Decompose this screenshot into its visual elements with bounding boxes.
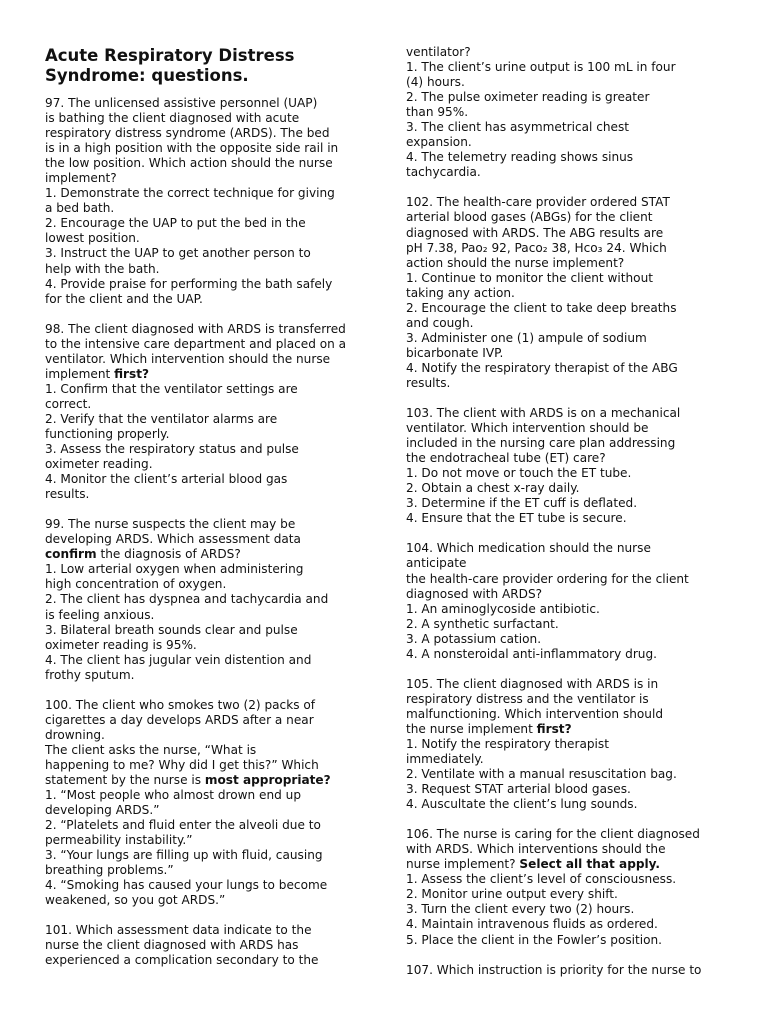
text-segment: 3. Assess the respiratory status and pulse	[45, 442, 299, 457]
text-segment: 2. Ventilate with a manual resuscitation bag.	[406, 767, 677, 782]
question-line	[45, 773, 365, 788]
text-segment: 107. Which instruction is priority for the nurse to	[406, 962, 702, 977]
question-line	[406, 692, 726, 707]
text-segment: 1. An aminoglycoside antibiotic.	[406, 601, 600, 616]
question-block	[406, 541, 726, 661]
question-block	[406, 406, 726, 526]
text-segment: 106. The nurse is caring for the client diagnosed	[406, 827, 700, 842]
right-column	[406, 0, 726, 993]
text-segment: 101. Which assessment data indicate to the	[45, 923, 312, 938]
question-line	[45, 953, 365, 968]
question-line	[406, 150, 726, 165]
question-line	[45, 231, 365, 246]
question-block	[45, 96, 365, 307]
question-line	[45, 923, 365, 938]
question-line	[406, 797, 726, 812]
emphasis-text: first?	[536, 721, 572, 736]
text-segment: respiratory distress and the ventilator is	[406, 691, 649, 706]
question-line	[406, 481, 726, 496]
question-line	[45, 848, 365, 863]
text-segment: 4. Ensure that the ET tube is secure.	[406, 511, 627, 526]
text-segment: included in the nursing care plan addressing	[406, 436, 676, 451]
question-block	[406, 45, 726, 180]
question-line	[45, 863, 365, 878]
text-segment: malfunctioning. Which intervention should	[406, 706, 664, 721]
question-line	[406, 135, 726, 150]
question-line	[406, 105, 726, 120]
text-segment: 1. “Most people who almost drown end up	[45, 788, 301, 803]
text-segment: taking any action.	[406, 285, 515, 300]
question-line	[406, 647, 726, 662]
text-segment: 2. Obtain a chest x-ray daily.	[406, 481, 580, 496]
question-line	[45, 201, 365, 216]
text-segment: 3. “Your lungs are filling up with fluid, causing	[45, 848, 323, 863]
title-line: Acute Respiratory Distress	[45, 46, 295, 65]
question-line	[45, 638, 365, 653]
text-segment: 104. Which medication should the nurse	[406, 541, 651, 556]
question-line	[406, 752, 726, 767]
text-segment: 1. Confirm that the ventilator settings are	[45, 381, 298, 396]
text-segment: 98. The client diagnosed with ARDS is transferred	[45, 321, 346, 336]
text-segment: 2. “Platelets and fluid enter the alveoli due to	[45, 818, 321, 833]
emphasis-text: most appropriate?	[204, 772, 331, 787]
text-segment: the nurse implement	[406, 721, 537, 736]
question-block	[406, 827, 726, 947]
text-segment: 2. Verify that the ventilator alarms are	[45, 411, 278, 426]
question-line	[406, 256, 726, 271]
question-line	[45, 457, 365, 472]
question-line	[406, 827, 726, 842]
text-segment: 3. The client has asymmetrical chest	[406, 120, 630, 135]
question-line	[406, 587, 726, 602]
text-segment: results.	[406, 375, 451, 390]
question-line	[45, 547, 365, 562]
question-line	[45, 592, 365, 607]
text-segment: functioning properly.	[45, 426, 170, 441]
text-segment: 4. Notify the respiratory therapist of the ABG	[406, 360, 678, 375]
question-line	[45, 382, 365, 397]
text-segment: 3. Bilateral breath sounds clear and pulse	[45, 622, 298, 637]
text-segment: 4. Maintain intravenous fluids as ordered.	[406, 917, 658, 932]
text-segment: results.	[45, 487, 90, 502]
question-line	[406, 466, 726, 481]
question-line	[406, 331, 726, 346]
question-line	[406, 707, 726, 722]
text-segment: 4. The telemetry reading shows sinus	[406, 150, 634, 165]
text-segment: 4. Monitor the client’s arterial blood gas	[45, 472, 288, 487]
text-segment: cigarettes a day develops ARDS after a near	[45, 712, 314, 727]
question-line	[45, 938, 365, 953]
text-segment: 1. Assess the client’s level of consciousness.	[406, 872, 677, 887]
text-segment: immediately.	[406, 752, 484, 767]
question-line	[406, 421, 726, 436]
text-segment: 5. Place the client in the Fowler’s position.	[406, 932, 663, 947]
text-segment: breathing problems.”	[45, 863, 174, 878]
question-line	[406, 722, 726, 737]
text-segment: 103. The client with ARDS is on a mechanical	[406, 406, 681, 421]
text-segment: arterial blood gases (ABGs) for the client	[406, 210, 653, 225]
text-segment: 1. Continue to monitor the client without	[406, 270, 653, 285]
text-segment: 1. Do not move or touch the ET tube.	[406, 466, 632, 481]
text-segment: weakened, so you got ARDS.”	[45, 893, 226, 908]
text-segment: diagnosed with ARDS?	[406, 586, 543, 601]
question-line	[45, 352, 365, 367]
question-line	[406, 617, 726, 632]
question-line	[406, 933, 726, 948]
question-line	[45, 292, 365, 307]
text-segment: 1. The client’s urine output is 100 mL in four	[406, 60, 676, 75]
question-line	[406, 963, 726, 978]
text-segment: 2. The pulse oximeter reading is greater	[406, 90, 650, 105]
question-line	[45, 577, 365, 592]
question-line	[45, 397, 365, 412]
question-line	[45, 562, 365, 577]
text-segment: 2. The client has dyspnea and tachycardia and	[45, 592, 329, 607]
question-block	[45, 322, 365, 503]
question-line	[406, 165, 726, 180]
question-block	[406, 963, 726, 978]
text-segment: 1. Low arterial oxygen when administering	[45, 562, 304, 577]
text-segment: 102. The health-care provider ordered STAT	[406, 195, 670, 210]
text-segment: correct.	[45, 396, 92, 411]
question-line	[45, 472, 365, 487]
question-block	[406, 195, 726, 391]
question-line	[406, 406, 726, 421]
text-segment: drowning.	[45, 727, 105, 742]
text-segment: 3. Request STAT arterial blood gases.	[406, 782, 631, 797]
text-segment: 2. Encourage the client to take deep breaths	[406, 300, 677, 315]
question-line	[45, 893, 365, 908]
question-line	[45, 337, 365, 352]
question-line	[45, 322, 365, 337]
left-column	[45, 0, 365, 984]
question-line	[406, 902, 726, 917]
question-line	[406, 286, 726, 301]
text-segment: action should the nurse implement?	[406, 255, 625, 270]
text-segment: ventilator. Which intervention should be	[406, 421, 649, 436]
question-line	[45, 818, 365, 833]
text-segment: for the client and the UAP.	[45, 291, 203, 306]
text-segment: 4. The client has jugular vein distention and	[45, 652, 312, 667]
text-segment: 105. The client diagnosed with ARDS is in	[406, 676, 659, 691]
text-segment: implement?	[45, 171, 117, 186]
text-segment: expansion.	[406, 135, 472, 150]
question-line	[406, 496, 726, 511]
question-line	[406, 60, 726, 75]
question-line	[45, 262, 365, 277]
text-segment: bicarbonate IVP.	[406, 345, 504, 360]
right-question-list	[406, 45, 726, 978]
text-segment: 97. The unlicensed assistive personnel (UAP)	[45, 96, 318, 110]
title-line: Syndrome: questions.	[45, 66, 249, 85]
text-segment: the endotracheal tube (ET) care?	[406, 451, 606, 466]
text-segment: lowest position.	[45, 231, 140, 246]
text-segment: developing ARDS. Which assessment data	[45, 532, 301, 547]
text-segment: statement by the nurse is	[45, 772, 205, 787]
text-segment: 3. A potassium cation.	[406, 631, 542, 646]
text-segment: developing ARDS.”	[45, 803, 160, 818]
question-line	[406, 451, 726, 466]
question-line	[406, 271, 726, 286]
question-line	[406, 361, 726, 376]
text-segment: 1. Demonstrate the correct technique for giving	[45, 186, 335, 201]
question-line	[45, 713, 365, 728]
question-line	[45, 487, 365, 502]
question-line	[406, 316, 726, 331]
text-segment: the diagnosis of ARDS?	[96, 547, 241, 562]
text-segment: 3. Instruct the UAP to get another person to	[45, 246, 311, 261]
question-line	[45, 728, 365, 743]
text-segment: 4. Auscultate the client’s lung sounds.	[406, 797, 638, 812]
page-title	[45, 46, 365, 86]
text-segment: 3. Determine if the ET cuff is deflated.	[406, 496, 638, 511]
text-segment: diagnosed with ARDS. The ABG results are	[406, 225, 664, 240]
question-line	[45, 111, 365, 126]
text-segment: 4. “Smoking has caused your lungs to become	[45, 878, 328, 893]
question-line	[406, 120, 726, 135]
question-line	[45, 171, 365, 186]
question-block	[45, 698, 365, 909]
question-line	[45, 668, 365, 683]
question-line	[45, 412, 365, 427]
question-line	[45, 141, 365, 156]
text-segment: 2. Monitor urine output every shift.	[406, 887, 618, 902]
question-line	[406, 346, 726, 361]
text-segment: a bed bath.	[45, 201, 115, 216]
text-segment: oximeter reading.	[45, 457, 153, 472]
text-segment: 4. A nonsteroidal anti-inflammatory drug.	[406, 646, 657, 661]
text-segment: respiratory distress syndrome (ARDS). The bed	[45, 126, 330, 141]
question-line	[45, 653, 365, 668]
question-line	[406, 301, 726, 316]
question-block	[406, 677, 726, 812]
question-line	[406, 917, 726, 932]
question-line	[406, 541, 726, 556]
question-line	[406, 572, 726, 587]
question-line	[45, 698, 365, 713]
question-line	[406, 511, 726, 526]
text-segment: ventilator?	[406, 45, 471, 59]
text-segment: to the intensive care department and placed on a	[45, 336, 347, 351]
question-line	[45, 96, 365, 111]
question-line	[45, 803, 365, 818]
question-line	[406, 90, 726, 105]
question-line	[45, 788, 365, 803]
text-segment: anticipate	[406, 556, 467, 571]
text-segment: high concentration of oxygen.	[45, 577, 227, 592]
text-segment: 3. Administer one (1) ampule of sodium	[406, 330, 647, 345]
question-line	[406, 737, 726, 752]
question-line	[45, 833, 365, 848]
question-line	[406, 226, 726, 241]
text-segment: 3. Turn the client every two (2) hours.	[406, 902, 635, 917]
text-segment: The client asks the nurse, “What is	[45, 742, 257, 757]
question-line	[406, 436, 726, 451]
emphasis-text: confirm	[45, 547, 97, 562]
question-block	[45, 923, 365, 968]
question-line	[45, 427, 365, 442]
question-line	[45, 517, 365, 532]
question-line	[406, 887, 726, 902]
question-line	[45, 186, 365, 201]
text-segment: nurse the client diagnosed with ARDS has	[45, 938, 299, 953]
text-segment: ventilator. Which intervention should the nurse	[45, 351, 331, 366]
text-segment: 2. A synthetic surfactant.	[406, 616, 559, 631]
text-segment: 4. Provide praise for performing the bath safely	[45, 276, 333, 291]
question-line	[406, 842, 726, 857]
text-segment: is bathing the client diagnosed with acute	[45, 111, 300, 126]
question-line	[406, 45, 726, 60]
text-segment: the low position. Which action should the nurse	[45, 156, 333, 171]
text-segment: with ARDS. Which interventions should the	[406, 842, 666, 857]
question-line	[45, 878, 365, 893]
question-line	[406, 632, 726, 647]
text-segment: pH 7.38, Pao₂ 92, Paco₂ 38, Hco₃ 24. Which	[406, 240, 667, 255]
text-segment: frothy sputum.	[45, 667, 135, 682]
text-segment: is in a high position with the opposite side rail in	[45, 141, 339, 156]
text-segment: tachycardia.	[406, 165, 481, 180]
question-line	[406, 75, 726, 90]
question-line	[45, 277, 365, 292]
question-line	[406, 857, 726, 872]
text-segment: help with the bath.	[45, 261, 160, 276]
emphasis-text: first?	[114, 366, 150, 381]
question-line	[406, 677, 726, 692]
question-line	[45, 608, 365, 623]
question-line	[406, 556, 726, 571]
text-segment: experienced a complication secondary to the	[45, 953, 319, 968]
emphasis-text: Select all that apply.	[519, 857, 661, 872]
question-line	[45, 532, 365, 547]
text-segment: oximeter reading is 95%.	[45, 637, 197, 652]
text-segment: the health-care provider ordering for the client	[406, 571, 689, 586]
question-line	[406, 195, 726, 210]
question-line	[45, 126, 365, 141]
question-line	[45, 246, 365, 261]
question-block	[45, 517, 365, 683]
question-line	[406, 210, 726, 225]
question-line	[45, 623, 365, 638]
question-line	[406, 872, 726, 887]
text-segment: permeability instability.”	[45, 833, 193, 848]
question-line	[406, 376, 726, 391]
text-segment: and cough.	[406, 315, 474, 330]
left-question-list	[45, 96, 365, 969]
text-segment: 100. The client who smokes two (2) packs of	[45, 697, 316, 712]
question-line	[45, 156, 365, 171]
question-line	[406, 241, 726, 256]
question-line	[45, 367, 365, 382]
question-line	[45, 758, 365, 773]
text-segment: 99. The nurse suspects the client may be	[45, 517, 296, 532]
text-segment: is feeling anxious.	[45, 607, 155, 622]
text-segment: than 95%.	[406, 105, 469, 120]
text-segment: (4) hours.	[406, 75, 465, 90]
question-line	[45, 442, 365, 457]
question-line	[406, 782, 726, 797]
text-segment: 1. Notify the respiratory therapist	[406, 736, 609, 751]
question-line	[45, 216, 365, 231]
text-segment: happening to me? Why did I get this?” Which	[45, 757, 319, 772]
text-segment: implement	[45, 366, 115, 381]
question-line	[406, 767, 726, 782]
question-line	[406, 602, 726, 617]
question-line	[45, 743, 365, 758]
text-segment: 2. Encourage the UAP to put the bed in the	[45, 216, 306, 231]
text-segment: nurse implement?	[406, 857, 520, 872]
